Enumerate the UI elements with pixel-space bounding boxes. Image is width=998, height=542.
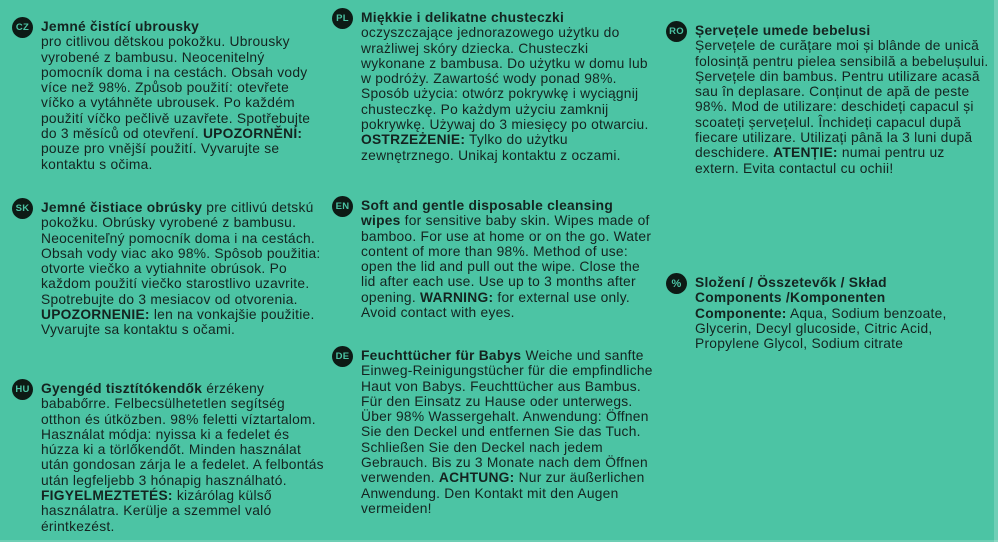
percent-icon: % xyxy=(666,273,687,294)
section-sk xyxy=(12,200,324,338)
section-body-pl: Miękkie i delikatne chusteczki oczyszczające jednorazowego użytku do wrażliwej skóry dziecka. Chusteczki wykonane z bambusa. Do użytku w domu lub w podróży. Zawartość wody ponad 98%. Sposób użycia: otwórz pokrywkę i wyciągnij chusteczkę. Po każdym użyciu zamknij pokrywkę. Używaj do 3 miesięcy po otwarciu. OSTRZEŻENIE: Tylko do użytku zewnętrznego. Unikaj kontaktu z oczami. xyxy=(361,10,649,163)
section-body-cz: Jemné čistící ubrousky pro citlivou dětskou pokožku. Ubrousky vyrobené z bambusu. Neocenitelný pomocník doma i na cestách. Obsah vody více než 98%. Způsob použití: otevřete víčko a vytáhněte ubrousek. Po každém použití víčko pečlivě uzavřete. Spotřebujte do 3 měsíců od otevření. UPOZORNĚNÍ: pouze pro vnější použití. Vyvarujte se kontaktu s očima. xyxy=(41,19,311,172)
lang-badge-ro: RO xyxy=(666,21,687,42)
section-ingredients xyxy=(666,275,992,351)
section-pl xyxy=(332,10,654,163)
lang-badge-en: EN xyxy=(332,196,353,217)
section-body-de: Feuchttücher für Babys Weiche und sanfte Einweg-Reinigungstücher für die empfindliche Haut von Babys. Feuchttücher aus Bambus. Für den Einsatz zu Hause oder unterwegs. Über 98% Wassergehalt. Anwendung: Öffnen Sie den Deckel und entfernen Sie das Tuch. Schließen Sie den Deckel nach jedem Gebrauch. Bis zu 3 Monate nach dem Öffnen verwenden. ACHTUNG: Nur zur äußerlichen Anwendung. Den Kontakt mit den Augen vermeiden! xyxy=(361,348,653,516)
section-cz xyxy=(12,19,324,172)
section-body-en: Soft and gentle disposable cleansing wipes for sensitive baby skin. Wipes made of bamboo. For use at home or on the go. Water content of more than 98%. Method of use: open the lid and pull out the wipe. Close the lid after each use. Use up to 3 months after opening. WARNING: for external use only. Avoid contact with eyes. xyxy=(361,198,652,321)
section-de xyxy=(332,348,654,516)
section-body-sk: Jemné čistiace obrúsky pre citlivú detskú pokožku. Obrúsky vyrobené z bambusu. Neoceniteľný pomocník doma i na cestách. Obsah vody viac ako 98%. Spôsob použitia: otvorte viečko a vytiahnite obrúsok. Po každom použití viečko starostlivo uzavrite. Spotrebujte do 3 mesiacov od otvorenia. UPOZORNENIE: len na vonkajšie použitie. Vyvarujte sa kontaktu s očami. xyxy=(41,200,321,338)
section-body-ro: Șervețele umede bebelusi Șervețele de curățare moi și blânde de unică folosință pentru pielea sensibilă a bebelușului. Șervețele din bambus. Pentru utilizare acasă sau în deplasare. Conținut de apă de peste 98%. Mod de utilizare: deschideți capacul și scoateți șervețelul. Închideți capacul după fiecare utilizare. Utilizați până la 3 luni după deschidere. ATENȚIE: numai pentru uz extern. Evita contactul cu ochii! xyxy=(695,23,989,176)
lang-badge-pl: PL xyxy=(332,8,353,29)
lang-badge-de: DE xyxy=(332,346,353,367)
section-body-hu: Gyengéd tisztítókendők érzékeny bababőrre. Felbecsülhetetlen segítség otthon és útközben. 98% feletti víztartalom. Használat módja: nyissa ki a fedelet és húzza ki a törlőkendőt. Minden használat után gondosan zárja le a fedelet. A felbontás után legfeljebb 3 hónapig használható. FIGYELMEZTETÉS: kizárólag külső használatra. Kerülje a szemmel való érintkezést. xyxy=(41,381,324,534)
lang-badge-cz: CZ xyxy=(12,17,33,38)
lang-badge-hu: HU xyxy=(12,379,33,400)
label-edge-right xyxy=(994,0,998,542)
section-en xyxy=(332,198,654,320)
section-ro xyxy=(666,23,992,176)
lang-badge-sk: SK xyxy=(12,198,33,219)
section-body-ingredients: Složení / Összetevők / Skład Components /Komponenten Componente: Aqua, Sodium benzoate, Glycerin, Decyl glucoside, Citric Acid, Propylene Glycol, Sodium citrate xyxy=(695,275,947,352)
section-hu xyxy=(12,381,324,534)
